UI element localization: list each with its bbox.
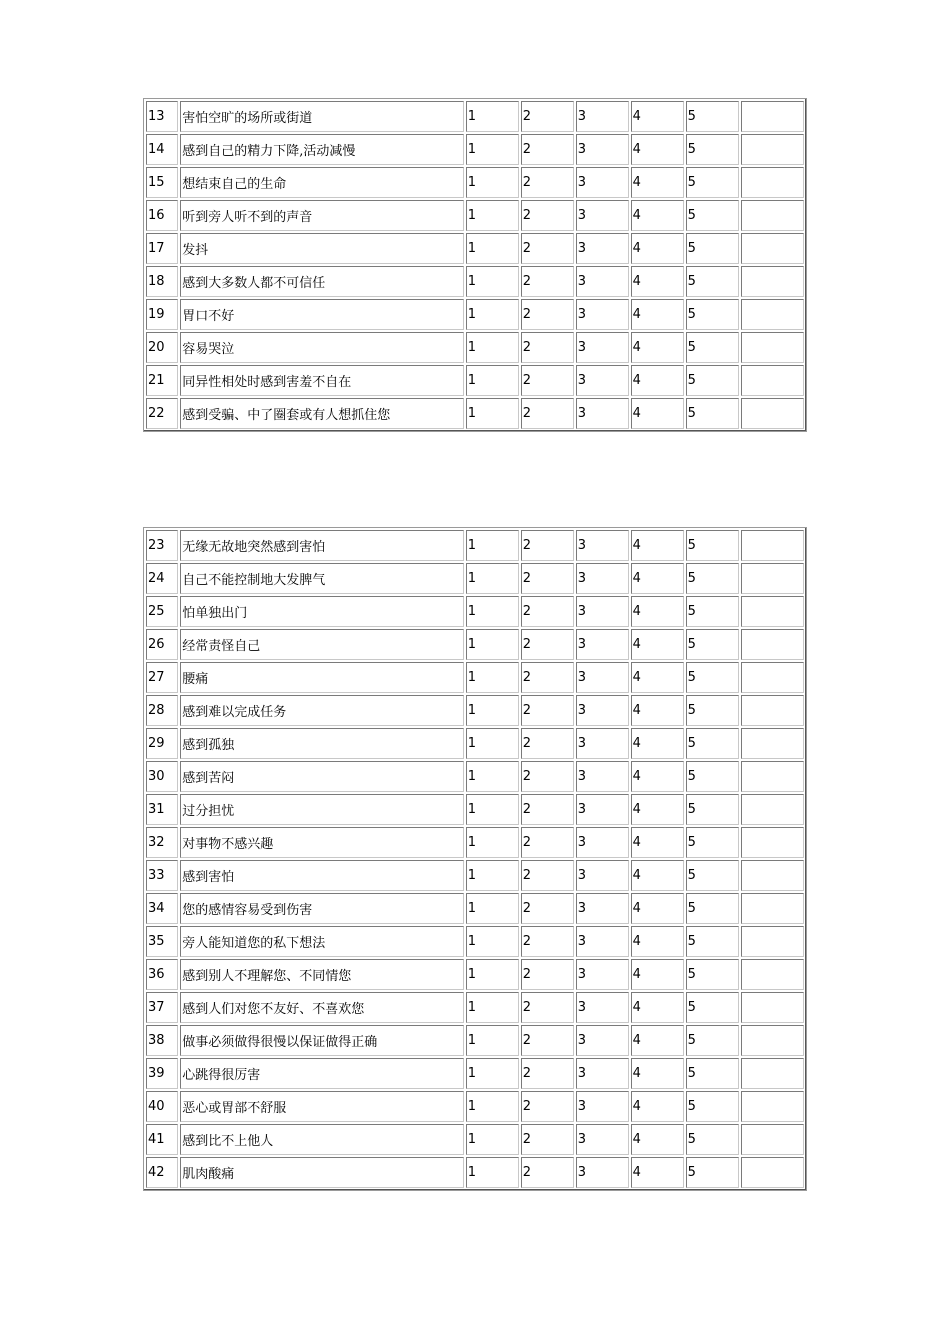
rating-option-3: 3 [576,893,629,924]
rating-option-4: 4 [631,233,684,264]
rating-option-1: 1 [466,167,519,198]
rating-option-5: 5 [686,596,739,627]
item-text: 感到比不上他人 [180,1124,464,1155]
blank-cell [741,1124,804,1155]
rating-option-1: 1 [466,695,519,726]
table-row [146,662,804,693]
rating-option-1: 1 [466,365,519,396]
item-number: 26 [146,629,178,660]
rating-option-2: 2 [521,398,574,429]
rating-option-1: 1 [466,134,519,165]
rating-option-2: 2 [521,266,574,297]
rating-option-5: 5 [686,233,739,264]
rating-option-1: 1 [466,992,519,1023]
rating-option-3: 3 [576,266,629,297]
blank-cell [741,398,804,429]
rating-option-5: 5 [686,794,739,825]
rating-option-1: 1 [466,101,519,132]
rating-option-5: 5 [686,1157,739,1188]
table-row [146,101,804,132]
rating-option-5: 5 [686,101,739,132]
blank-cell [741,926,804,957]
table-row [146,629,804,660]
rating-option-2: 2 [521,629,574,660]
rating-option-5: 5 [686,266,739,297]
rating-option-2: 2 [521,662,574,693]
rating-option-1: 1 [466,596,519,627]
rating-option-2: 2 [521,860,574,891]
rating-option-5: 5 [686,1058,739,1089]
table-row [146,332,804,363]
item-text: 听到旁人听不到的声音 [180,200,464,231]
rating-option-2: 2 [521,794,574,825]
blank-cell [741,530,804,561]
item-number: 40 [146,1091,178,1122]
rating-option-4: 4 [631,563,684,594]
rating-option-4: 4 [631,662,684,693]
rating-option-5: 5 [686,959,739,990]
rating-option-4: 4 [631,266,684,297]
item-number: 29 [146,728,178,759]
rating-option-2: 2 [521,992,574,1023]
rating-option-4: 4 [631,596,684,627]
rating-option-1: 1 [466,398,519,429]
rating-option-2: 2 [521,233,574,264]
rating-option-4: 4 [631,200,684,231]
item-number: 39 [146,1058,178,1089]
rating-option-1: 1 [466,1157,519,1188]
rating-option-5: 5 [686,827,739,858]
item-number: 27 [146,662,178,693]
rating-option-5: 5 [686,200,739,231]
rating-option-3: 3 [576,299,629,330]
item-text: 经常责怪自己 [180,629,464,660]
rating-option-4: 4 [631,1091,684,1122]
rating-option-5: 5 [686,365,739,396]
rating-option-5: 5 [686,563,739,594]
rating-option-4: 4 [631,1058,684,1089]
item-text: 感到受骗、中了圈套或有人想抓住您 [180,398,464,429]
blank-cell [741,761,804,792]
rating-option-2: 2 [521,827,574,858]
item-text: 肌肉酸痛 [180,1157,464,1188]
blank-cell [741,365,804,396]
rating-option-4: 4 [631,365,684,396]
blank-cell [741,200,804,231]
table-1-body [146,101,804,429]
rating-option-5: 5 [686,167,739,198]
rating-option-3: 3 [576,233,629,264]
item-text: 胃口不好 [180,299,464,330]
item-number: 23 [146,530,178,561]
item-text: 您的感情容易受到伤害 [180,893,464,924]
table-row [146,299,804,330]
item-number: 34 [146,893,178,924]
item-number: 22 [146,398,178,429]
item-number: 36 [146,959,178,990]
item-text: 自己不能控制地大发脾气 [180,563,464,594]
blank-cell [741,1058,804,1089]
item-number: 41 [146,1124,178,1155]
rating-option-1: 1 [466,728,519,759]
item-text: 害怕空旷的场所或街道 [180,101,464,132]
rating-option-2: 2 [521,365,574,396]
rating-option-5: 5 [686,398,739,429]
rating-option-3: 3 [576,827,629,858]
rating-option-5: 5 [686,530,739,561]
blank-cell [741,695,804,726]
item-number: 20 [146,332,178,363]
item-number: 33 [146,860,178,891]
item-text: 感到苦闷 [180,761,464,792]
table-row [146,233,804,264]
table-row [146,1157,804,1188]
rating-option-1: 1 [466,233,519,264]
item-text: 做事必须做得很慢以保证做得正确 [180,1025,464,1056]
blank-cell [741,563,804,594]
rating-option-2: 2 [521,1124,574,1155]
rating-option-1: 1 [466,1124,519,1155]
rating-option-1: 1 [466,1025,519,1056]
table-row [146,959,804,990]
table-row [146,695,804,726]
blank-cell [741,134,804,165]
rating-option-2: 2 [521,563,574,594]
table-row [146,1124,804,1155]
item-text: 感到人们对您不友好、不喜欢您 [180,992,464,1023]
table-row [146,1058,804,1089]
item-text: 过分担忧 [180,794,464,825]
blank-cell [741,728,804,759]
item-number: 37 [146,992,178,1023]
item-text: 感到难以完成任务 [180,695,464,726]
blank-cell [741,794,804,825]
blank-cell [741,959,804,990]
rating-option-3: 3 [576,1091,629,1122]
rating-option-2: 2 [521,167,574,198]
item-number: 38 [146,1025,178,1056]
item-number: 25 [146,596,178,627]
item-text: 感到别人不理解您、不同情您 [180,959,464,990]
table-row [146,761,804,792]
rating-option-1: 1 [466,266,519,297]
rating-option-1: 1 [466,629,519,660]
rating-option-2: 2 [521,200,574,231]
blank-cell [741,860,804,891]
blank-cell [741,662,804,693]
rating-option-3: 3 [576,761,629,792]
rating-option-5: 5 [686,629,739,660]
item-number: 31 [146,794,178,825]
item-number: 17 [146,233,178,264]
rating-option-5: 5 [686,662,739,693]
rating-option-4: 4 [631,1025,684,1056]
rating-option-2: 2 [521,728,574,759]
blank-cell [741,332,804,363]
rating-option-2: 2 [521,101,574,132]
rating-option-4: 4 [631,101,684,132]
rating-option-3: 3 [576,1025,629,1056]
rating-option-1: 1 [466,860,519,891]
item-text: 想结束自己的生命 [180,167,464,198]
table-row [146,1025,804,1056]
rating-option-1: 1 [466,926,519,957]
questionnaire-table-1 [143,98,807,432]
item-number: 13 [146,101,178,132]
rating-option-3: 3 [576,1157,629,1188]
blank-cell [741,629,804,660]
rating-option-2: 2 [521,761,574,792]
blank-cell [741,827,804,858]
rating-option-5: 5 [686,332,739,363]
rating-option-4: 4 [631,1157,684,1188]
rating-option-3: 3 [576,794,629,825]
rating-option-4: 4 [631,860,684,891]
rating-option-1: 1 [466,332,519,363]
rating-option-4: 4 [631,893,684,924]
table-row [146,167,804,198]
table-row [146,398,804,429]
rating-option-1: 1 [466,1091,519,1122]
rating-option-4: 4 [631,926,684,957]
table-row [146,365,804,396]
rating-option-3: 3 [576,167,629,198]
blank-cell [741,1091,804,1122]
rating-option-2: 2 [521,530,574,561]
rating-option-3: 3 [576,200,629,231]
rating-option-1: 1 [466,893,519,924]
rating-option-3: 3 [576,992,629,1023]
rating-option-3: 3 [576,332,629,363]
rating-option-5: 5 [686,1124,739,1155]
item-number: 35 [146,926,178,957]
rating-option-3: 3 [576,134,629,165]
item-text: 心跳得很厉害 [180,1058,464,1089]
table-row [146,794,804,825]
rating-option-4: 4 [631,827,684,858]
blank-cell [741,167,804,198]
item-number: 42 [146,1157,178,1188]
rating-option-2: 2 [521,1157,574,1188]
rating-option-4: 4 [631,992,684,1023]
rating-option-4: 4 [631,332,684,363]
rating-option-5: 5 [686,299,739,330]
rating-option-1: 1 [466,794,519,825]
item-text: 旁人能知道您的私下想法 [180,926,464,957]
rating-option-5: 5 [686,1091,739,1122]
blank-cell [741,992,804,1023]
table-row [146,728,804,759]
item-text: 怕单独出门 [180,596,464,627]
rating-option-5: 5 [686,926,739,957]
item-number: 19 [146,299,178,330]
table-row [146,860,804,891]
item-number: 28 [146,695,178,726]
blank-cell [741,101,804,132]
rating-option-2: 2 [521,1091,574,1122]
rating-option-3: 3 [576,1058,629,1089]
rating-option-4: 4 [631,761,684,792]
rating-option-4: 4 [631,1124,684,1155]
rating-option-4: 4 [631,959,684,990]
rating-option-1: 1 [466,299,519,330]
item-text: 感到孤独 [180,728,464,759]
rating-option-5: 5 [686,134,739,165]
table-row [146,926,804,957]
rating-option-1: 1 [466,827,519,858]
item-number: 30 [146,761,178,792]
blank-cell [741,299,804,330]
rating-option-2: 2 [521,959,574,990]
item-text: 腰痛 [180,662,464,693]
rating-option-4: 4 [631,398,684,429]
table-row [146,200,804,231]
rating-option-2: 2 [521,596,574,627]
rating-option-5: 5 [686,860,739,891]
blank-cell [741,596,804,627]
item-text: 发抖 [180,233,464,264]
blank-cell [741,233,804,264]
rating-option-3: 3 [576,530,629,561]
rating-option-2: 2 [521,1058,574,1089]
rating-option-4: 4 [631,134,684,165]
rating-option-1: 1 [466,959,519,990]
rating-option-2: 2 [521,926,574,957]
blank-cell [741,266,804,297]
rating-option-1: 1 [466,200,519,231]
blank-cell [741,1025,804,1056]
rating-option-1: 1 [466,662,519,693]
item-text: 感到自己的精力下降,活动减慢 [180,134,464,165]
rating-option-2: 2 [521,332,574,363]
rating-option-3: 3 [576,926,629,957]
rating-option-5: 5 [686,728,739,759]
item-number: 32 [146,827,178,858]
rating-option-1: 1 [466,761,519,792]
rating-option-5: 5 [686,893,739,924]
rating-option-3: 3 [576,860,629,891]
rating-option-3: 3 [576,101,629,132]
item-number: 21 [146,365,178,396]
rating-option-3: 3 [576,728,629,759]
item-text: 感到大多数人都不可信任 [180,266,464,297]
rating-option-4: 4 [631,530,684,561]
rating-option-2: 2 [521,893,574,924]
rating-option-5: 5 [686,695,739,726]
item-number: 24 [146,563,178,594]
questionnaire-table-2 [143,527,807,1191]
item-number: 15 [146,167,178,198]
table-row [146,992,804,1023]
rating-option-4: 4 [631,728,684,759]
table-2-body [146,530,804,1188]
rating-option-3: 3 [576,695,629,726]
rating-option-3: 3 [576,662,629,693]
rating-option-2: 2 [521,134,574,165]
item-number: 16 [146,200,178,231]
rating-option-2: 2 [521,1025,574,1056]
rating-option-5: 5 [686,761,739,792]
table-row [146,827,804,858]
rating-option-4: 4 [631,695,684,726]
rating-option-3: 3 [576,398,629,429]
rating-option-2: 2 [521,299,574,330]
blank-cell [741,1157,804,1188]
table-row [146,134,804,165]
table-row [146,1091,804,1122]
table-row [146,893,804,924]
rating-option-5: 5 [686,992,739,1023]
rating-option-3: 3 [576,959,629,990]
rating-option-2: 2 [521,695,574,726]
table-row [146,563,804,594]
rating-option-3: 3 [576,563,629,594]
item-text: 感到害怕 [180,860,464,891]
item-number: 14 [146,134,178,165]
table-row [146,266,804,297]
item-text: 容易哭泣 [180,332,464,363]
rating-option-4: 4 [631,167,684,198]
rating-option-3: 3 [576,629,629,660]
rating-option-1: 1 [466,530,519,561]
rating-option-3: 3 [576,596,629,627]
rating-option-4: 4 [631,794,684,825]
blank-cell [741,893,804,924]
table-row [146,596,804,627]
rating-option-4: 4 [631,299,684,330]
item-text: 无缘无故地突然感到害怕 [180,530,464,561]
item-text: 对事物不感兴趣 [180,827,464,858]
table-row [146,530,804,561]
rating-option-1: 1 [466,563,519,594]
item-text: 同异性相处时感到害羞不自在 [180,365,464,396]
rating-option-4: 4 [631,629,684,660]
rating-option-1: 1 [466,1058,519,1089]
item-number: 18 [146,266,178,297]
rating-option-3: 3 [576,1124,629,1155]
rating-option-3: 3 [576,365,629,396]
rating-option-5: 5 [686,1025,739,1056]
item-text: 恶心或胃部不舒服 [180,1091,464,1122]
